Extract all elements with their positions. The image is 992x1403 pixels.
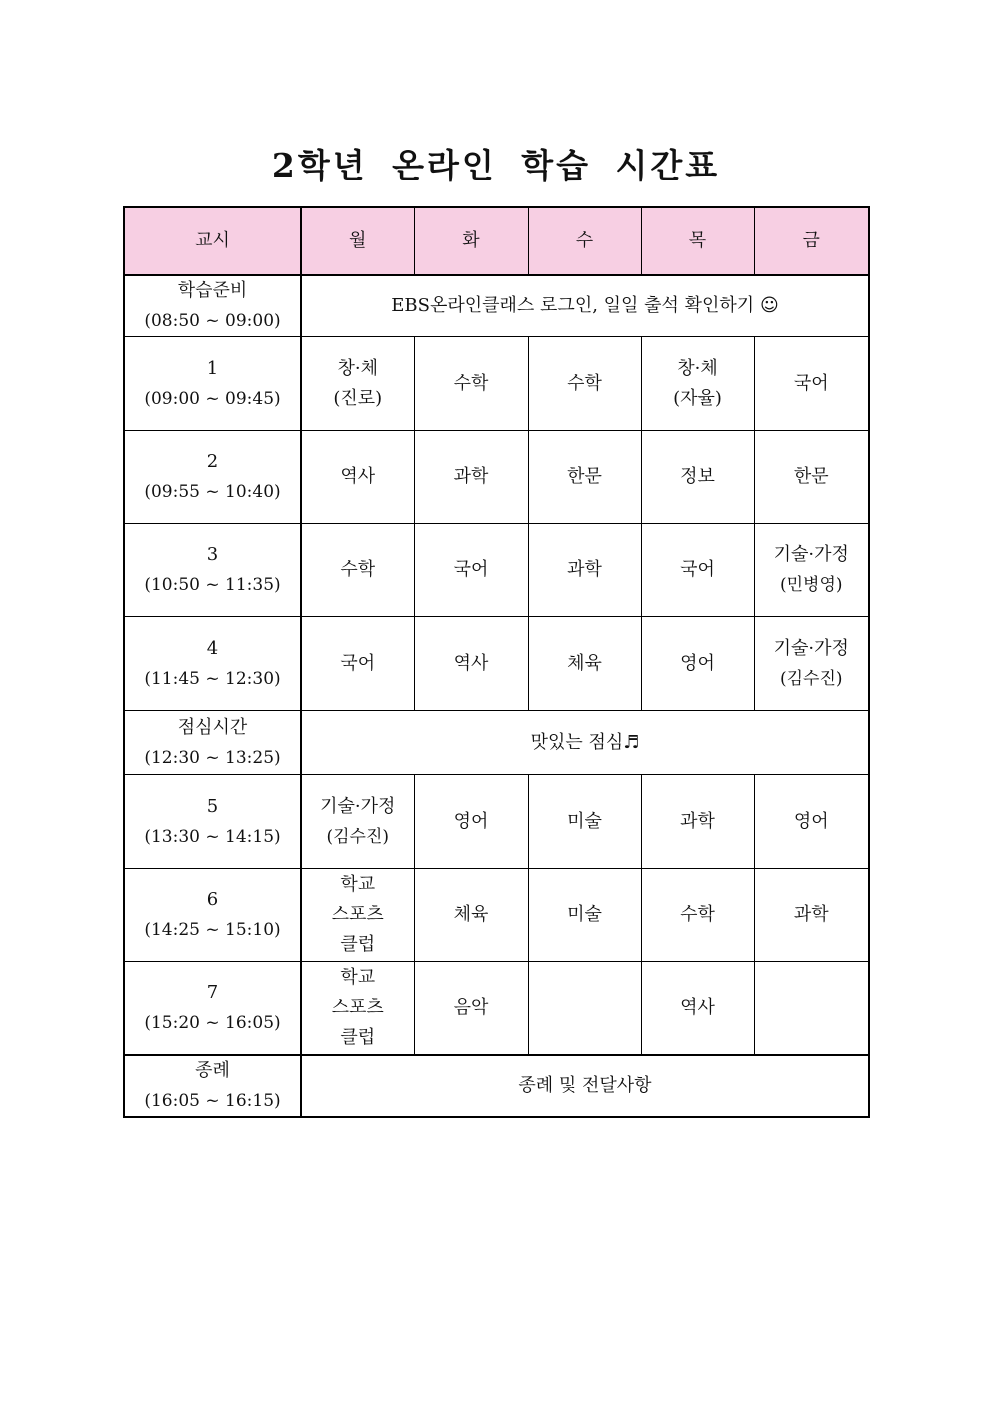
subject: 역사 — [340, 466, 376, 487]
subject: 클럽 — [340, 934, 376, 955]
subject: 과학 — [567, 559, 602, 580]
header-day-wed: 수 — [528, 207, 641, 275]
subject: 역사 — [680, 996, 715, 1018]
subject: 정보 — [680, 466, 715, 487]
period-number: 6 — [206, 889, 219, 910]
subject: 수학 — [340, 559, 376, 580]
subject: 기술·가정 — [773, 637, 849, 659]
class-cell — [528, 869, 641, 962]
subject-detail: (김수진) — [326, 826, 390, 847]
subject: 영어 — [793, 810, 829, 832]
subject: 클럽 — [340, 1026, 376, 1048]
class-cell — [754, 617, 869, 711]
subject: 학교 — [340, 874, 376, 895]
class-cell — [641, 617, 754, 711]
period-number: 2 — [206, 451, 219, 472]
subject: 체육 — [567, 652, 602, 674]
class-cell — [754, 337, 869, 431]
period-label-cell — [124, 775, 301, 869]
period-row — [124, 617, 869, 711]
subject: 기술·가정 — [320, 795, 396, 817]
subject: 과학 — [680, 810, 715, 832]
header-period: 교시 — [124, 207, 301, 275]
subject: 미술 — [567, 810, 602, 832]
subject: 체육 — [453, 904, 489, 925]
period-number: 1 — [206, 357, 219, 379]
period-label-cell — [124, 431, 301, 524]
subject: 과학 — [453, 466, 489, 487]
class-cell — [641, 962, 754, 1055]
subject-detail: (민병영) — [779, 575, 843, 595]
subject-detail: (진로) — [333, 387, 383, 409]
period-time: (13:30 ~ 14:15) — [144, 826, 281, 847]
period-label-cell — [124, 337, 301, 431]
period-number: 7 — [206, 981, 219, 1003]
prep-label-cell — [124, 275, 301, 337]
header-day-thu: 목 — [641, 207, 754, 275]
closing-label: 종례 — [195, 1059, 230, 1081]
header-day-mon: 월 — [301, 207, 414, 275]
lunch-content: 맛있는 점심 — [530, 731, 624, 753]
header-day-fri: 금 — [754, 207, 869, 275]
period-time: (11:45 ~ 12:30) — [144, 668, 281, 689]
subject: 수학 — [453, 372, 489, 394]
subject: 스포츠 — [331, 996, 384, 1018]
subject: 국어 — [453, 559, 489, 580]
subject: 기술·가정 — [773, 544, 849, 565]
class-cell — [301, 775, 414, 869]
subject: 국어 — [680, 559, 715, 580]
subject: 창·체 — [677, 357, 718, 379]
class-cell — [528, 337, 641, 431]
class-cell — [414, 775, 528, 869]
period-time: (09:55 ~ 10:40) — [144, 482, 281, 502]
class-cell — [754, 775, 869, 869]
period-row — [124, 524, 869, 617]
period-time: (14:25 ~ 15:10) — [144, 920, 281, 940]
subject: 국어 — [340, 652, 376, 674]
subject: 수학 — [680, 904, 715, 925]
subject: 한문 — [793, 466, 829, 487]
class-cell — [754, 962, 869, 1055]
period-label-cell — [124, 617, 301, 711]
subject: 창·체 — [337, 357, 378, 379]
period-row — [124, 962, 869, 1055]
class-cell — [641, 524, 754, 617]
prep-content: EBS온라인클래스 로그인, 일일 출석 확인하기 — [391, 295, 755, 316]
class-cell — [414, 869, 528, 962]
class-cell — [754, 524, 869, 617]
closing-label-cell — [124, 1055, 301, 1117]
class-cell — [754, 431, 869, 524]
class-cell — [528, 524, 641, 617]
period-row — [124, 431, 869, 524]
lunch-row — [124, 711, 869, 775]
subject: 수학 — [567, 372, 602, 394]
period-time: (10:50 ~ 11:35) — [144, 575, 281, 595]
prep-label: 학습준비 — [177, 280, 248, 301]
subject: 음악 — [453, 996, 489, 1018]
subject-detail: (김수진) — [779, 668, 843, 689]
class-cell — [641, 775, 754, 869]
closing-time: (16:05 ~ 16:15) — [144, 1090, 281, 1111]
timetable — [123, 206, 870, 1118]
period-time: (15:20 ~ 16:05) — [144, 1012, 281, 1033]
period-row — [124, 337, 869, 431]
lunch-time: (12:30 ~ 13:25) — [144, 747, 281, 768]
subject: 한문 — [567, 466, 602, 487]
closing-row — [124, 1055, 869, 1117]
prep-content-cell — [301, 275, 869, 337]
class-cell — [641, 431, 754, 524]
class-cell — [528, 617, 641, 711]
page-title: 2학년 온라인 학습 시간표 — [271, 146, 721, 185]
class-cell — [301, 869, 414, 962]
class-cell — [414, 962, 528, 1055]
closing-content: 종례 및 전달사항 — [518, 1074, 652, 1096]
class-cell — [641, 337, 754, 431]
class-cell — [414, 431, 528, 524]
period-label-cell — [124, 524, 301, 617]
subject: 스포츠 — [331, 904, 384, 925]
subject: 역사 — [453, 652, 489, 674]
class-cell — [301, 617, 414, 711]
period-number: 4 — [206, 637, 219, 659]
class-cell — [414, 524, 528, 617]
class-cell — [528, 775, 641, 869]
subject: 영어 — [680, 652, 715, 674]
subject: 미술 — [567, 904, 602, 925]
subject: 국어 — [793, 372, 829, 394]
lunch-label-cell — [124, 711, 301, 775]
smile-icon: ☺ — [759, 295, 779, 316]
subject-detail: (자율) — [673, 387, 722, 409]
class-cell — [301, 962, 414, 1055]
period-number: 5 — [206, 795, 219, 817]
class-cell — [301, 337, 414, 431]
lunch-label: 점심시간 — [177, 716, 248, 738]
period-label-cell — [124, 869, 301, 962]
lunch-content-cell — [301, 711, 869, 775]
prep-row — [124, 275, 869, 337]
class-cell — [754, 869, 869, 962]
class-cell — [414, 617, 528, 711]
period-row — [124, 869, 869, 962]
class-cell — [528, 431, 641, 524]
period-label-cell — [124, 962, 301, 1055]
prep-time: (08:50 ~ 09:00) — [144, 311, 281, 331]
class-cell — [414, 337, 528, 431]
class-cell — [641, 869, 754, 962]
closing-content-cell — [301, 1055, 869, 1117]
period-row — [124, 775, 869, 869]
header-row — [124, 207, 869, 275]
subject: 학교 — [340, 966, 376, 988]
subject: 영어 — [453, 810, 489, 832]
header-day-tue: 화 — [414, 207, 528, 275]
period-number: 3 — [206, 544, 219, 565]
class-cell — [528, 962, 641, 1055]
class-cell — [301, 431, 414, 524]
class-cell — [301, 524, 414, 617]
music-note-icon: ♬ — [623, 731, 640, 753]
subject: 과학 — [793, 904, 829, 925]
period-time: (09:00 ~ 09:45) — [144, 388, 281, 409]
